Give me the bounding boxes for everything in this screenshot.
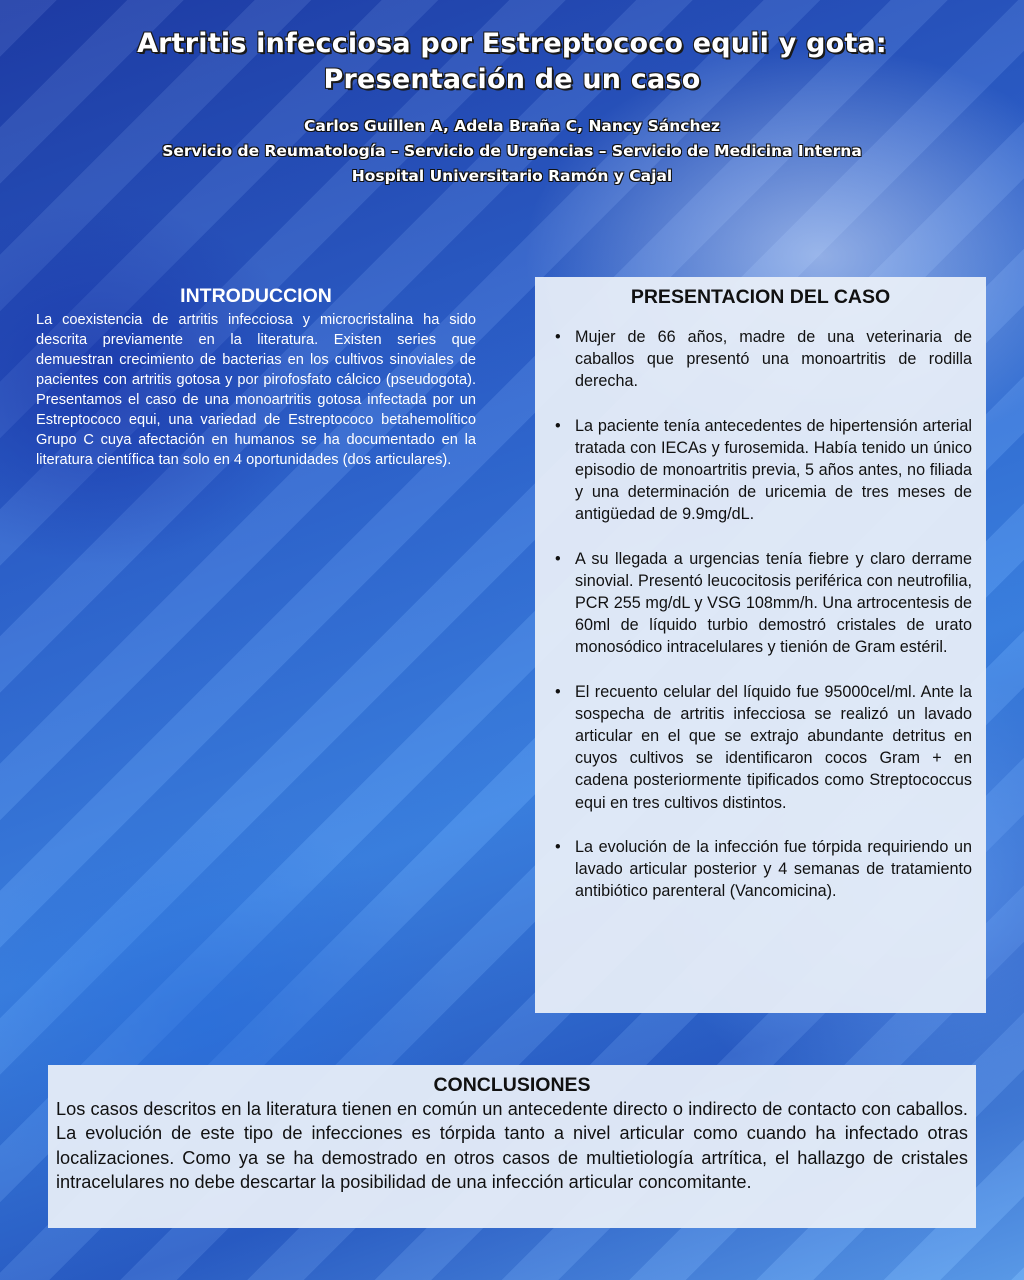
case-item-text: La paciente tenía antecedentes de hipertensión arterial tratada con IECAs y furosemida. Había tenido un único episodio de monoartritis previa, 5 años antes, no filiada y una determinación de uricemia de tres meses de antigüedad de 9.9mg/dL. xyxy=(575,416,972,524)
bullet-icon: • xyxy=(555,549,561,568)
bullet-icon: • xyxy=(555,837,561,856)
case-item xyxy=(549,548,972,659)
case-item-text: La evolución de la infección fue tórpida requiriendo un lavado articular posterior y 4 semanas de tratamiento antibiótico parenteral (Vancomicina). xyxy=(575,837,972,901)
conclusions-heading: CONCLUSIONES xyxy=(433,1074,591,1096)
case-item xyxy=(549,326,972,393)
case-item xyxy=(549,836,972,903)
departments-line: Servicio de Reumatología – Servicio de Urgencias – Servicio de Medicina Interna xyxy=(162,142,862,160)
introduction-heading: INTRODUCCION xyxy=(180,285,332,307)
title-line-2: Presentación de un caso xyxy=(323,64,701,95)
case-heading: PRESENTACION DEL CASO xyxy=(630,286,891,308)
case-item xyxy=(549,415,972,526)
hospital-line: Hospital Universitario Ramón y Cajal xyxy=(351,167,673,185)
case-item-text: A su llegada a urgencias tenía fiebre y claro derrame sinovial. Presentó leucocitosis periférica con neutrofilia, PCR 255 mg/dL y VSG 108mm/h. Una artrocentesis de 60ml de líquido turbio demostró cristales de urato monosódico intracelulares y tienión de Gram estéril. xyxy=(575,549,972,657)
title-line-1: Artritis infecciosa por Estreptococo equii y gota: xyxy=(137,28,887,59)
poster-header xyxy=(0,26,1024,189)
authors-line: Carlos Guillen A, Adela Braña C, Nancy Sánchez xyxy=(303,117,721,135)
case-item-text: Mujer de 66 años, madre de una veterinaria de caballos que presentó una monoartritis de rodilla derecha. xyxy=(575,328,972,391)
bullet-icon: • xyxy=(555,416,561,435)
poster-title xyxy=(0,26,1024,98)
introduction-text: La coexistencia de artritis infecciosa y microcristalina ha sido descrita previamente en la literatura. Existen series que demuestran crecimiento de bacterias en los cultivos sinoviales de pacientes con artritis gotosa y por pirofosfato cálcico (pseudogota). Presentamos el caso de una monoartritis gotosa infectada por un Estreptococo equi, una variedad de Estreptococo betahemolítico Grupo C cuya afectación en humanos se ha documentado en la literatura científica tan solo en 4 oportunidades (dos articulares). xyxy=(36,312,476,468)
introduction-section xyxy=(36,284,476,470)
bullet-icon: • xyxy=(555,328,561,346)
case-presentation-panel xyxy=(535,277,986,1013)
conclusions-text: Los casos descritos en la literatura tienen en común un antecedente directo o indirecto de contacto con caballos. La evolución de este tipo de infecciones es tórpida tanto a nivel articular como cuando ha infectado otras localizaciones. Como ya se ha demostrado en otros casos de multietiología artrítica, el hallazgo de cristales intracelulares no debe descartar la posibilidad de una infección articular concomitante. xyxy=(56,1099,968,1193)
author-block xyxy=(0,114,1024,189)
case-item xyxy=(549,681,972,814)
case-item-text: El recuento celular del líquido fue 95000cel/ml. Ante la sospecha de artritis infecciosa se realizó un lavado articular en el que se extrajo abundante detritus en cuyos cultivos se identificaron cocos Gram + en cadena posteriormente tipificados como Streptococcus equi en tres cultivos distintos. xyxy=(575,682,972,812)
case-list xyxy=(549,326,972,902)
conclusions-panel xyxy=(48,1065,976,1228)
bullet-icon: • xyxy=(555,682,561,701)
